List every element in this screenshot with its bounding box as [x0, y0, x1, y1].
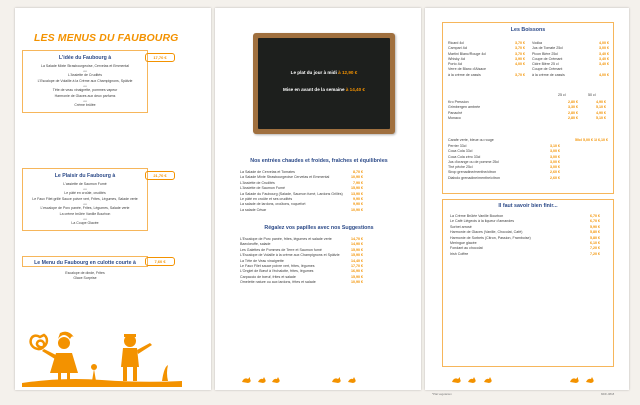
item-price: 3,40 €: [599, 51, 609, 56]
boissons-title: Les Boissons: [510, 27, 546, 33]
desserts-title: Il faut savoir bien finir...: [498, 203, 558, 209]
item-price: 3,40 €: [599, 56, 609, 61]
dessert-row: [450, 252, 600, 257]
price-50cl: 5,10 €: [596, 115, 606, 120]
menu-item: Glace Surprise: [73, 275, 97, 280]
item-name: Cidre Bière 25 cl: [532, 62, 559, 67]
menu-item: Le pâté en croûte, crudités: [64, 190, 106, 195]
item-price: 4,00 €: [599, 41, 609, 45]
or-separator: ou: [83, 68, 87, 73]
footnote-vegetarian: *Plat végétarien: [432, 392, 452, 396]
item-name: La Salade du Faubourg (Salade, Saumon fumé, Lardons Grillés): [240, 191, 343, 196]
item-name: Jus d'orange ou de pomme 25cl: [448, 159, 500, 164]
item-name: Coupe de Crémant: [532, 56, 563, 61]
item-name: Sorbet arrosé: [450, 224, 472, 229]
item-price: 2,60 €: [550, 170, 560, 175]
price-25cl: 2,80 €: [568, 115, 578, 120]
document-code: MDF-0818: [601, 392, 615, 396]
item-name: Martini Blanc/Rouge 4cl: [448, 51, 486, 56]
item-name: Fondant au chocolat: [450, 246, 483, 251]
item-name: Irish Coffee: [450, 251, 469, 256]
item-name: Meringue glacée: [450, 240, 477, 245]
item-price: 13,90 €: [351, 191, 363, 196]
item-price: 3,70 €: [515, 41, 525, 45]
menu-lines: [23, 64, 147, 108]
plat-du-jour-price: à 12,90 €: [338, 70, 358, 75]
item-price: 14,70 €: [351, 237, 363, 241]
item-name: Picon Bière 25cl: [532, 51, 558, 56]
item-price: 3,00 €: [599, 46, 609, 51]
item-name: à la crème de cassis: [448, 72, 481, 77]
item-price: 3,00 €: [550, 154, 560, 159]
menu-price-badge: 17,70 €: [145, 53, 175, 62]
ducks-decoration: [450, 374, 510, 384]
menu-title: Le Plaisir du Faubourg à: [54, 173, 116, 179]
ducks-decoration: [240, 374, 290, 384]
softs-list: [448, 144, 608, 181]
menu-item: La crème brûlée Vanille Bourbon: [59, 212, 111, 217]
item-name: Harmonie de Sorbets (Citron, Passion, Framboise): [450, 235, 531, 240]
item-price: 10,90 €: [351, 207, 363, 212]
item-price: 15,90 €: [351, 247, 363, 252]
item-price: 3,10 €: [550, 144, 560, 148]
boissons-left-column: [448, 41, 525, 78]
item-name: Vodka: [532, 41, 542, 45]
menu-item: L'assiette de Saumon Fumé: [63, 182, 107, 186]
ducks-decoration: [330, 374, 370, 384]
soft-drink-row: [448, 176, 608, 181]
item-price: 15,90 €: [351, 186, 363, 191]
item-name: Les Galettes de Pommes de Terre et Saumon fumé: [240, 247, 322, 252]
price-50cl: 4,90 €: [596, 110, 606, 115]
menu-plaisir-box: [22, 168, 148, 231]
item-name: Grimbergen ambrée: [448, 105, 481, 110]
menu-item: L'escalope de Porc panée, Frites, Légumes, Salade verte: [40, 205, 130, 210]
item-price: 2,60 €: [550, 175, 560, 180]
menu-title: Le Menu du Faubourg en culotte courte à: [34, 260, 136, 266]
item-price: 6,70 €: [590, 219, 600, 224]
item-name: L'Onglet de Bœuf à l'échalotte, frites, légumes: [240, 269, 314, 274]
plat-du-jour-line: Le plat du jour à midi à 12,90 €: [290, 70, 358, 75]
item-name: Perrier 33cl: [448, 144, 467, 148]
menu-item: La Salade Mixte Strasbourgeoise, Cervelas et Emmental: [41, 64, 129, 68]
item-name: Coca Cola 33cl: [448, 149, 473, 154]
item-price: 3,70 €: [515, 72, 525, 77]
item-price: 7,90 €: [353, 180, 363, 185]
item-name: Porto 4cl: [448, 62, 463, 67]
item-price: 4,00 €: [599, 72, 609, 77]
menu-item: L'Escalope de Volaille à la Crème aux Champignons, Spätzle: [37, 79, 133, 84]
or-separator: ou: [83, 83, 87, 88]
beers-list: [448, 100, 608, 121]
chalkboard: [253, 33, 395, 134]
children-silhouette-illustration: [22, 317, 182, 387]
item-price: 5,80 €: [590, 235, 600, 240]
price-25cl: 3,30 €: [568, 105, 578, 110]
or-separator: ou: [83, 186, 87, 191]
item-name: Diabolo grenadine/menthe/citron: [448, 175, 500, 180]
item-name: La Tête de Veau vinaigrette: [240, 258, 284, 263]
softs-header: Carafe verte, bleue ou rouge 50cl 5,00 € 1l 6,10 €: [448, 138, 608, 142]
drink-row: [448, 73, 525, 78]
menu-idee-box: [22, 50, 148, 113]
item-name: Carpaccio de bœuf, frites et salade: [240, 274, 296, 279]
entree-row: [240, 208, 363, 213]
menu-title: L'idée du Faubourg à: [58, 55, 112, 61]
item-name: La salade César: [240, 207, 267, 212]
item-name: La Salade de Cervelas et Tomates: [240, 170, 295, 174]
beer-row: [448, 116, 608, 121]
suggestion-row: [240, 280, 363, 285]
menu-item: Le Faux Filet grillé Sauce poivre vert, Frites, Légumes, Salade verte: [32, 197, 138, 202]
item-name: Thé pêche 25cl: [448, 165, 473, 170]
item-price: 10,90 €: [351, 175, 363, 180]
item-price: 7,20 €: [590, 246, 600, 251]
entrees-title: Nos entrées chaudes et froides, fraîches et équilibrées: [250, 158, 388, 164]
menu-enfant-box: [22, 256, 148, 280]
item-name: à la crème de cassis: [532, 72, 565, 77]
item-price: 8,70 €: [353, 170, 363, 174]
item-name: Le Faux Filet sauce poivre vert, frites, légumes: [240, 263, 315, 268]
item-name: Coupe de Crémant: [532, 67, 563, 72]
item-price: 17,70 €: [351, 263, 363, 268]
item-name: Sirop grenadine/menthe/citron: [448, 170, 497, 175]
item-price: 9,90 €: [353, 202, 363, 207]
ducks-decoration: [568, 374, 608, 384]
item-price: 5,90 €: [590, 224, 600, 229]
item-price: 10,90 €: [351, 280, 363, 285]
item-price: 15,90 €: [351, 274, 363, 279]
item-name: Coca Cola zéro 33cl: [448, 154, 481, 159]
item-name: L'Escalope de Porc panée, frites, légumes et salade verte: [240, 237, 332, 241]
price-50cl: 5,10 €: [596, 105, 606, 110]
item-price: 3,00 €: [550, 159, 560, 164]
item-price: 15,90 €: [351, 253, 363, 258]
item-price: 16,90 €: [351, 269, 363, 274]
menu-item: La Coupe Glacée: [71, 220, 99, 225]
item-price: 3,70 €: [515, 46, 525, 51]
item-name: Ricard 4cl: [448, 41, 464, 45]
or-separator: ou: [83, 216, 87, 221]
price-25cl: 2,80 €: [568, 100, 578, 104]
item-name: Baeckeoffe, salade: [240, 242, 271, 247]
item-name: La Salade Mixte Strasbourgeoise Cervelas et Emmental: [240, 175, 330, 180]
menu-lines: [22, 271, 148, 280]
mise-en-avant-price: à 14,40 €: [345, 87, 365, 92]
item-price: 4,00 €: [515, 62, 525, 67]
item-price: 3,70 €: [515, 51, 525, 56]
item-name: Whisky 4cl: [448, 56, 466, 61]
menu-item: Harmonie de Glaces aux deux parfums: [54, 94, 116, 99]
or-separator: ou: [83, 98, 87, 103]
menu-item: Tête de veau vinaigrette, pommes vapeur: [52, 87, 118, 92]
item-price: 5,80 €: [590, 230, 600, 235]
item-price: 9,90 €: [353, 196, 363, 201]
item-price: 3,40 €: [599, 62, 609, 67]
mise-en-avant-line: Mise en avant de la semaine à 14,40 €: [283, 87, 365, 92]
price-50cl: 4,90 €: [596, 100, 606, 104]
or-separator: ou: [83, 201, 87, 206]
item-name: L'Assiette de Crudités: [240, 180, 275, 185]
item-name: La Crème Brûlée Vanille Bourbon: [450, 214, 504, 218]
item-price: 14,90 €: [351, 242, 363, 247]
menu-lines: [23, 182, 147, 226]
menu-item: Escalope de dinde, Frites: [65, 271, 105, 275]
menu-price-badge: 7,60 €: [145, 257, 175, 266]
desserts-list: [450, 214, 600, 257]
item-price: 7,20 €: [590, 251, 600, 256]
beer-sizes-header: 25 cl 50 cl: [558, 93, 596, 97]
item-name: L'Escalope de Volaille à la crème aux Champignons et Spätzle: [240, 253, 340, 258]
suggestions-title: Régalez vos papilles avec nos Suggestions: [264, 225, 374, 231]
drink-row: [532, 73, 609, 78]
item-name: Le pâté en croûte et ses crudités: [240, 196, 293, 201]
item-name: Harmonie de Glaces (Vanille, Chocolat, Café): [450, 230, 523, 235]
item-name: Omelette nature ou aux lardons, frites et salade: [240, 280, 316, 285]
item-name: Jus de Tomate 25cl: [532, 46, 563, 51]
item-name: Panaché: [448, 110, 463, 115]
boissons-right-column: [532, 41, 609, 78]
menu-item: Crème brûlée: [74, 102, 96, 107]
item-name: Kro Pression: [448, 100, 469, 104]
menu-price-badge: 21,70 €: [145, 171, 175, 180]
item-price: 3,90 €: [515, 56, 525, 61]
item-price: 3,00 €: [550, 165, 560, 170]
page-title: LES MENUS DU FAUBOURG: [34, 32, 179, 44]
entrees-list: [240, 170, 363, 213]
item-name: Verre de Blanc d'Alsace: [448, 67, 487, 72]
item-name: Campari 4cl: [448, 46, 468, 51]
item-name: La salade de lardons, croûtons, roquefort: [240, 202, 306, 207]
item-price: 6,10 €: [590, 240, 600, 245]
item-price: 3,00 €: [550, 149, 560, 154]
suggestions-list: [240, 237, 363, 286]
menu-item: L'Assiette de Crudités: [68, 72, 102, 77]
item-name: Monaco: [448, 115, 461, 120]
item-name: Le Café Liégeois à la liqueur d'amandes: [450, 219, 515, 224]
price-25cl: 2,80 €: [568, 110, 578, 115]
item-price: 6,70 €: [590, 214, 600, 218]
item-name: L'Assiette de Saumon Fumé: [240, 186, 286, 191]
item-price: 14,40 €: [351, 258, 363, 263]
